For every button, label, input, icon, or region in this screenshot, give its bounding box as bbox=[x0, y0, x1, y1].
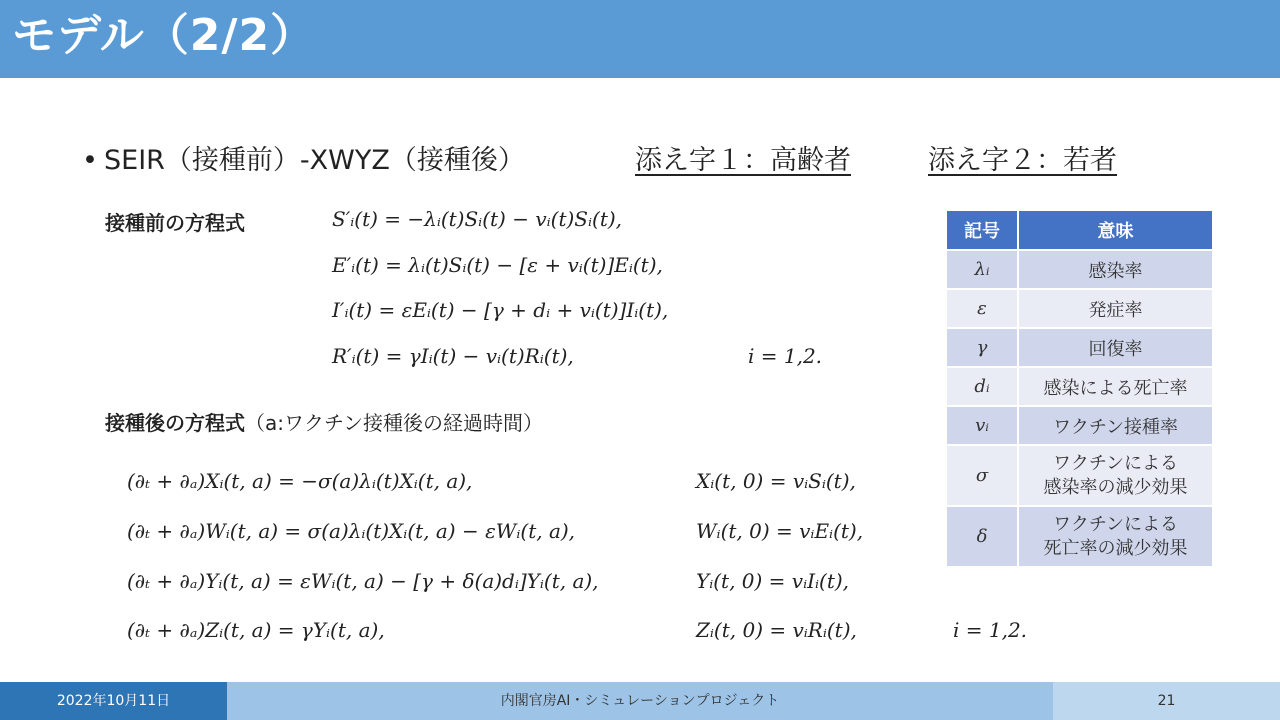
table-row bbox=[946, 445, 1213, 506]
pre-vaccination-label: 接種前の方程式 bbox=[105, 211, 245, 235]
table-cell-symbol: δ bbox=[946, 506, 1018, 567]
table-cell-meaning: ワクチンによる 死亡率の減少効果 bbox=[1018, 506, 1213, 567]
table-cell-symbol: λᵢ bbox=[946, 250, 1018, 289]
bullet-dot: • bbox=[82, 145, 98, 176]
post-label-text: 接種後の方程式 bbox=[105, 411, 245, 435]
bullet-main bbox=[82, 138, 525, 177]
post-boundary-z: Zᵢ(t, 0) = vᵢRᵢ(t), bbox=[696, 618, 857, 642]
post-boundary-w: Wᵢ(t, 0) = vᵢEᵢ(t), bbox=[696, 519, 864, 543]
table-cell-meaning: ワクチン接種率 bbox=[1018, 406, 1213, 445]
page-title: モデル（2/2） bbox=[12, 10, 316, 61]
post-equation-w: (∂ₜ + ∂ₐ)Wᵢ(t, a) = σ(a)λᵢ(t)Xᵢ(t, a) − εWᵢ(t, a), bbox=[127, 519, 576, 543]
post-equation-y: (∂ₜ + ∂ₐ)Yᵢ(t, a) = εWᵢ(t, a) − [γ + δ(a)dᵢ]Yᵢ(t, a), bbox=[127, 569, 599, 593]
footer-page-number: 21 bbox=[1053, 682, 1280, 720]
table-cell-meaning: ワクチンによる 感染率の減少効果 bbox=[1018, 445, 1213, 506]
table-row bbox=[946, 367, 1213, 406]
slide-header bbox=[0, 0, 1280, 78]
table-row bbox=[946, 328, 1213, 367]
pre-equation-e: E′ᵢ(t) = λᵢ(t)Sᵢ(t) − [ε + vᵢ(t)]Eᵢ(t), bbox=[332, 253, 663, 277]
table-cell-symbol: σ bbox=[946, 445, 1018, 506]
table-row bbox=[946, 406, 1213, 445]
table-row bbox=[946, 289, 1213, 328]
table-header-row bbox=[946, 210, 1213, 250]
post-boundary-x: Xᵢ(t, 0) = vᵢSᵢ(t), bbox=[696, 469, 856, 493]
table-cell-meaning: 感染率 bbox=[1018, 250, 1213, 289]
slide-footer bbox=[0, 682, 1280, 720]
pre-equation-r: R′ᵢ(t) = γIᵢ(t) − vᵢ(t)Rᵢ(t), bbox=[332, 344, 574, 368]
post-vaccination-label bbox=[105, 407, 543, 436]
symbol-table bbox=[945, 209, 1214, 568]
table-row bbox=[946, 250, 1213, 289]
table-row bbox=[946, 506, 1213, 567]
table-cell-symbol: dᵢ bbox=[946, 367, 1018, 406]
pre-equation-s: S′ᵢ(t) = −λᵢ(t)Sᵢ(t) − vᵢ(t)Sᵢ(t), bbox=[332, 207, 623, 231]
footer-date: 2022年10月11日 bbox=[0, 682, 227, 720]
post-equation-z: (∂ₜ + ∂ₐ)Zᵢ(t, a) = γYᵢ(t, a), bbox=[127, 618, 385, 642]
table-cell-symbol: γ bbox=[946, 328, 1018, 367]
table-header-meaning: 意味 bbox=[1018, 210, 1213, 250]
post-index-range: i = 1,2. bbox=[953, 618, 1028, 642]
table-cell-symbol: vᵢ bbox=[946, 406, 1018, 445]
bullet-main-text: SEIR（接種前）-XWYZ（接種後） bbox=[104, 145, 525, 176]
table-cell-meaning: 感染による死亡率 bbox=[1018, 367, 1213, 406]
table-cell-symbol: ε bbox=[946, 289, 1018, 328]
table-cell-meaning: 回復率 bbox=[1018, 328, 1213, 367]
footer-organization: 内閣官房AI・シミュレーションプロジェクト bbox=[227, 682, 1053, 720]
subscript-note-2: 添え字２：若者 bbox=[928, 145, 1117, 176]
post-equation-x: (∂ₜ + ∂ₐ)Xᵢ(t, a) = −σ(a)λᵢ(t)Xᵢ(t, a), bbox=[127, 469, 473, 493]
post-label-note: （a:ワクチン接種後の経過時間） bbox=[245, 411, 543, 435]
table-cell-meaning: 発症率 bbox=[1018, 289, 1213, 328]
subscript-note-1: 添え字１：高齢者 bbox=[635, 145, 851, 176]
pre-equation-i: I′ᵢ(t) = εEᵢ(t) − [γ + dᵢ + vᵢ(t)]Iᵢ(t), bbox=[332, 298, 669, 322]
table-header-symbol: 記号 bbox=[946, 210, 1018, 250]
pre-index-range: i = 1,2. bbox=[748, 344, 823, 368]
post-boundary-y: Yᵢ(t, 0) = vᵢIᵢ(t), bbox=[696, 569, 850, 593]
